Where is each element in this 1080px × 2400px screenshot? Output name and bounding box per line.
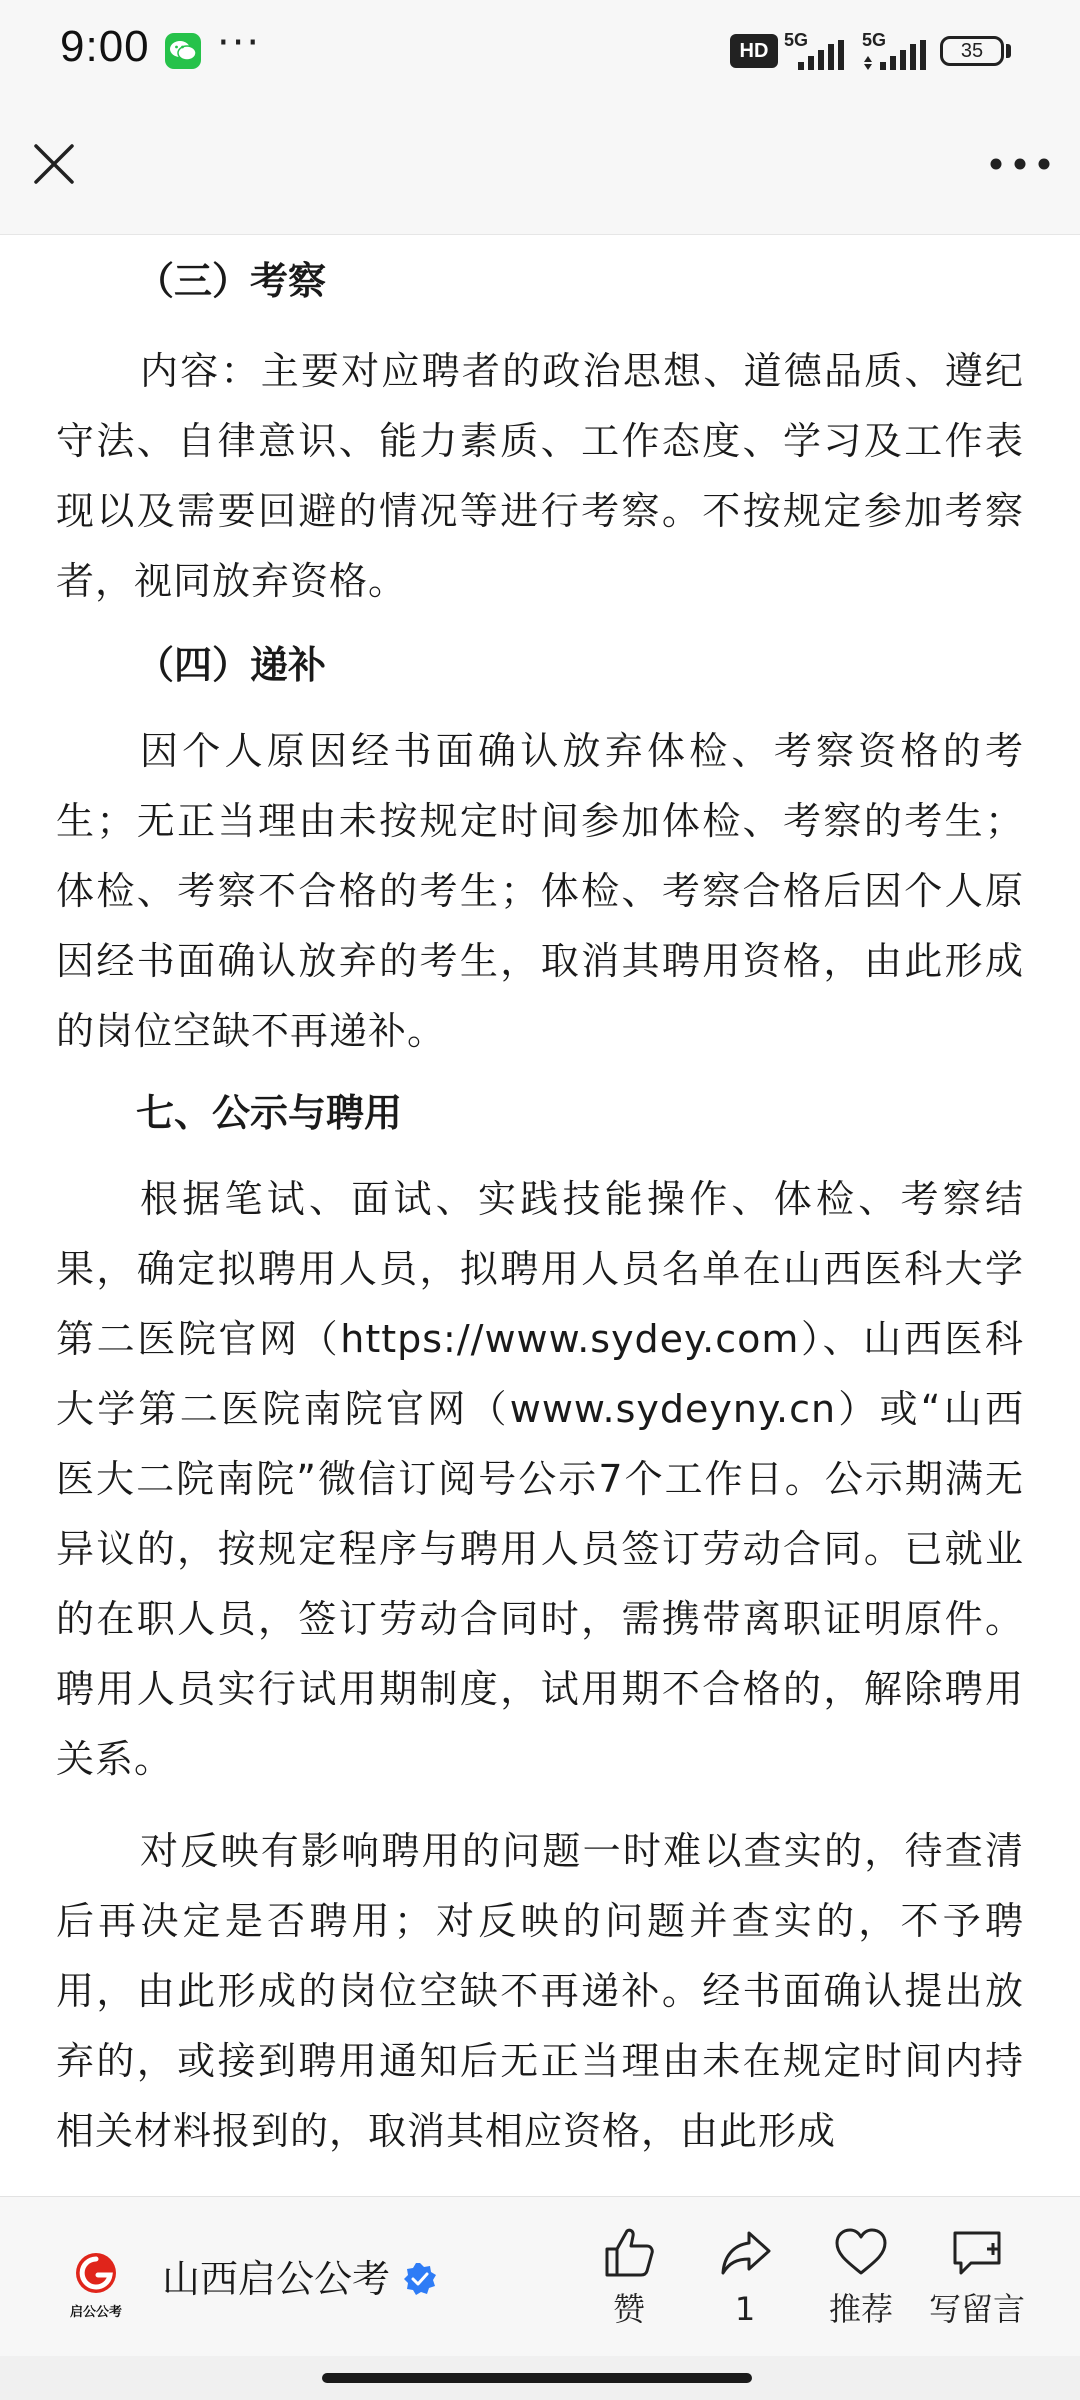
home-indicator[interactable] [322,2373,752,2383]
comment-button[interactable] [922,2223,1032,2329]
account-logo[interactable] [62,2249,130,2320]
paragraph-inspection: 内容：主要对应聘者的政治思想、道德品质、遵纪守法、自律意识、能力素质、工作态度、学习及工作表现以及需要回避的情况等进行考察。不按规定参加考察者，视同放弃资格。 [56,349,1024,603]
battery-tip [1006,44,1011,58]
share-count: 1 [734,2290,756,2328]
comment-label: 写留言 [928,2290,1025,2328]
bottom-action-bar [0,2196,1080,2357]
section-heading-publicity: 七、公示与聘用 [136,1091,403,1135]
status-bar [0,0,1080,100]
close-icon [22,132,86,196]
wechat-notification-icon [165,33,201,69]
section-heading-inspection: （三）考察 [136,259,327,303]
comment-icon [947,2223,1007,2283]
paragraph-verification: 对反映有影响聘用的问题一时难以查实的，待查清后再决定是否聘用；对反映的问题并查实的，不予聘用，由此形成的岗位空缺不再递补。经书面确认提出放弃的，或接到聘用通知后无正当理由未在规定时间内持相关材料报到的，取消其相应资格，由此形成 [56,1829,1024,2153]
signal-strength-2-icon [862,40,930,70]
more-options-button[interactable] [982,132,1058,196]
status-time: 9:00 [60,22,150,71]
top-nav [0,100,1080,235]
verified-badge-icon [402,2261,438,2297]
battery-icon: 35 [940,36,1004,66]
network-type-2: 5G [862,30,887,50]
paragraph-publicity: 根据笔试、面试、实践技能操作、体检、考察结果，确定拟聘用人员，拟聘用人员名单在山西医科大学第二医院官网（https://www.sydey.com）、山西医科大学第二医院南院官网（www.sydeyny.cn）或“山西医大二院南院”微信订阅号公示7个工作日。公示期满无异议的，按规定程序与聘用人员签订劳动合同。已就业的在职人员，签订劳动合同时，需携带离职证明原件。聘用人员实行试用期制度，试用期不合格的，解除聘用关系。 [56,1177,1024,1781]
heart-icon [831,2223,891,2283]
recommend-label: 推荐 [828,2290,893,2328]
network-type-1: 5G [784,30,809,50]
share-button[interactable] [690,2223,800,2329]
recommend-button[interactable] [806,2223,916,2329]
paragraph-replacement: 因个人原因经书面确认放弃体检、考察资格的考生；无正当理由未按规定时间参加体检、考察的考生；体检、考察不合格的考生；体检、考察合格后因个人原因经书面确认放弃的考生，取消其聘用资格，由此形成的岗位空缺不再递补。 [56,729,1024,1053]
like-label: 赞 [612,2290,645,2328]
article-body [56,236,1024,2196]
thumbs-up-icon [599,2223,659,2283]
like-button[interactable] [574,2223,684,2329]
section-heading-replacement: （四）递补 [136,643,327,687]
close-button[interactable] [22,132,86,196]
account-logo-text: 启公公考 [69,2305,122,2320]
account-name[interactable]: 山西启公公考 [162,2257,391,2301]
more-horizontal-icon [982,132,1058,196]
share-icon [715,2223,775,2283]
more-notifications-icon: ··· [217,20,262,66]
hd-voice-badge: HD [730,34,778,68]
signal-strength-icon [796,40,846,70]
